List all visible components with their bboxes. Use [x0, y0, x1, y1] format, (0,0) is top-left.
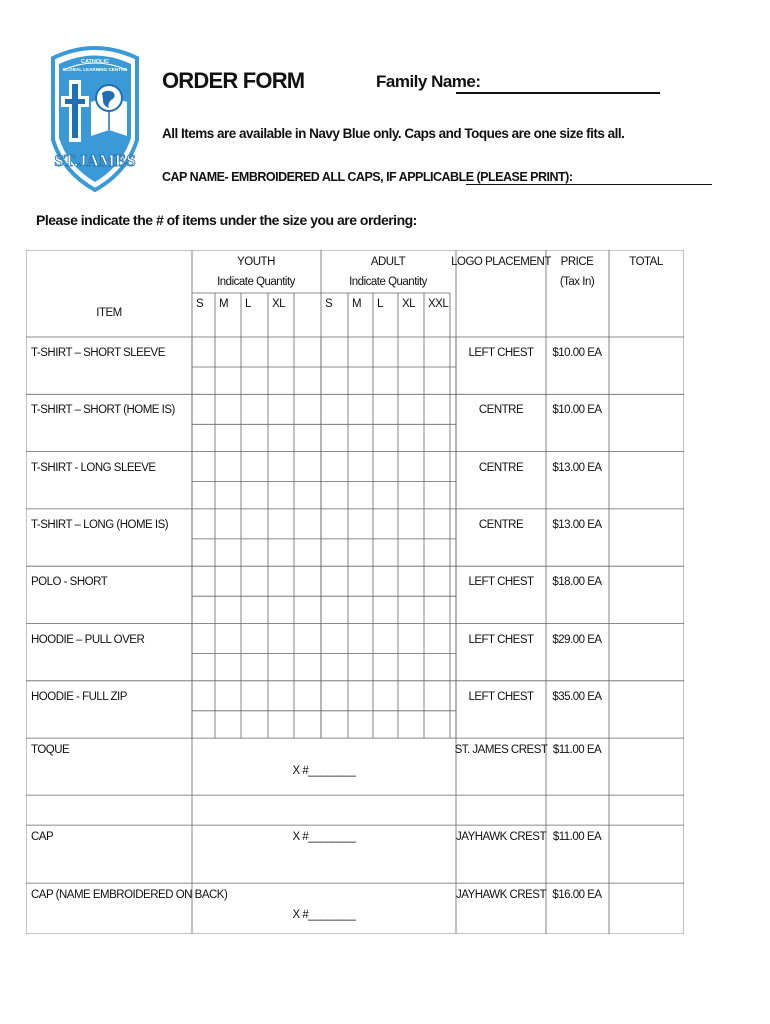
quantity-field: X #________ — [292, 909, 356, 922]
youth-subheader: Indicate Quantity — [217, 276, 295, 288]
logo-placement-value: CENTRE — [478, 404, 524, 417]
price-value: $16.00 EA — [552, 889, 602, 902]
price-value: $13.00 EA — [552, 461, 602, 474]
price-value: $18.00 EA — [552, 576, 602, 589]
availability-note: All Items are available in Navy Blue only. Caps and Toques are one size fits all. — [162, 126, 625, 141]
youth-size-label: S — [196, 298, 204, 310]
youth-size-label: M — [219, 298, 229, 310]
logo-placement-value: CENTRE — [478, 518, 524, 531]
price-column-header: PRICE — [560, 256, 594, 268]
youth-size-label: XL — [272, 298, 286, 310]
cap-name-field[interactable] — [466, 184, 712, 185]
item-name: CAP (NAME EMBROIDERED ON BACK) — [31, 889, 228, 902]
order-table — [26, 250, 684, 934]
size-instructions: Please indicate the # of items under the size you are ordering: — [36, 212, 417, 228]
logo-placement-value: LEFT CHEST — [468, 633, 534, 646]
adult-size-label: XL — [402, 298, 416, 310]
total-column-header: TOTAL — [629, 256, 663, 268]
item-name: POLO - SHORT — [31, 576, 108, 589]
svg-text:CATHOLIC: CATHOLIC — [80, 59, 110, 65]
item-name: T-SHIRT – SHORT SLEEVE — [31, 347, 165, 359]
svg-text:ST.JAMES: ST.JAMES — [54, 151, 136, 170]
quantity-field: X #________ — [292, 765, 356, 778]
price-value: $10.00 EA — [552, 347, 602, 359]
item-name: T-SHIRT - LONG SLEEVE — [31, 461, 156, 474]
crest-shield-icon — [47, 44, 143, 192]
adult-size-label: L — [377, 298, 383, 310]
price-subheader: (Tax In) — [559, 276, 595, 288]
youth-column-header: YOUTH — [237, 256, 275, 268]
item-name: TOQUE — [31, 744, 70, 757]
cap-name-label: CAP NAME- EMBROIDERED ALL CAPS, IF APPLICABLE (PLEASE PRINT): — [162, 170, 573, 184]
logo-placement-value: CENTRE — [478, 461, 524, 474]
item-name: HOODIE - FULL ZIP — [31, 690, 127, 703]
price-value: $10.00 EA — [552, 404, 602, 417]
item-name: CAP — [31, 831, 54, 844]
price-value: $11.00 EA — [552, 744, 602, 757]
price-value: $29.00 EA — [552, 633, 602, 646]
item-name: T-SHIRT – LONG (HOME IS) — [31, 518, 169, 531]
logo-placement-value: LEFT CHEST — [468, 576, 534, 589]
price-value: $13.00 EA — [552, 518, 602, 531]
family-name-field[interactable] — [456, 92, 660, 94]
adult-size-label: M — [352, 298, 362, 310]
logo-placement-value: JAYHAWK CREST — [456, 889, 546, 902]
item-name: T-SHIRT – SHORT (HOME IS) — [31, 404, 175, 417]
item-column-header: ITEM — [96, 307, 122, 319]
logo-placement-value: LEFT CHEST — [468, 347, 534, 359]
price-value: $11.00 EA — [552, 831, 602, 844]
family-name-label: Family Name: — [376, 72, 481, 91]
adult-size-label: XXL — [428, 298, 449, 310]
form-title: ORDER FORM — [162, 68, 305, 93]
adult-subheader: Indicate Quantity — [349, 276, 427, 288]
logo-placement-value: JAYHAWK CREST — [456, 831, 546, 844]
logo-placement-header: LOGO PLACEMENT — [451, 256, 551, 268]
adult-column-header: ADULT — [370, 256, 406, 268]
item-name: HOODIE – PULL OVER — [31, 633, 145, 646]
school-crest-logo — [47, 44, 143, 192]
quantity-field: X #________ — [292, 831, 356, 844]
youth-size-label: L — [245, 298, 251, 310]
svg-text:GLOBAL LEARNING CENTRE: GLOBAL LEARNING CENTRE — [62, 67, 128, 72]
price-value: $35.00 EA — [552, 690, 602, 703]
logo-placement-value: LEFT CHEST — [468, 690, 534, 703]
logo-placement-value: ST. JAMES CREST — [454, 744, 548, 757]
adult-size-label: S — [325, 298, 333, 310]
